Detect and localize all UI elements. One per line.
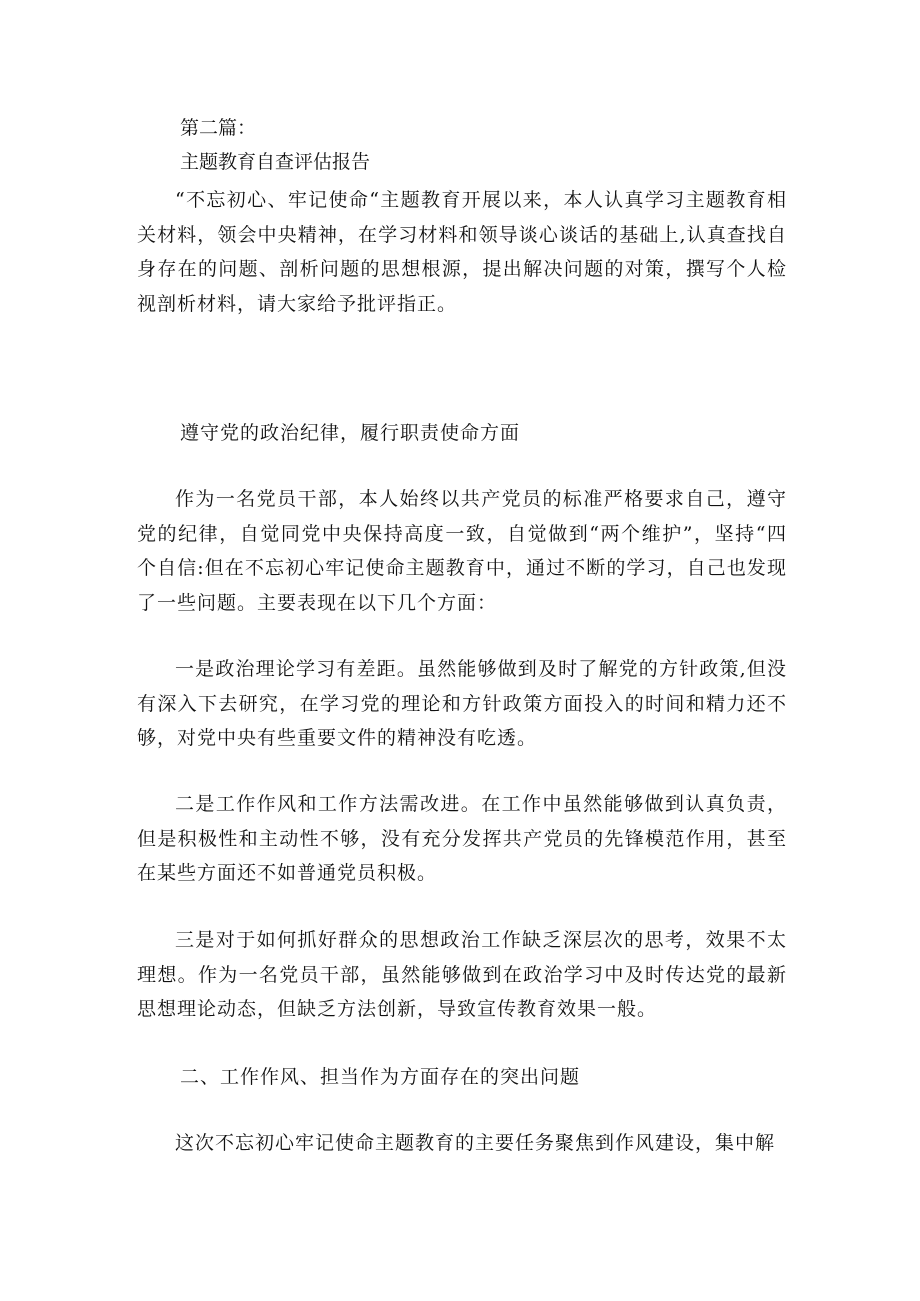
intro-paragraph: “不忘初心、牢记使命“主题教育开展以来，本人认真学习主题教育相关材料，领会中央精神，在学习材料和领导谈心谈话的基础上,认真查找自身存在的问题、剖析问题的思想根源，提出解决问题的对策，撰写个人检视剖析材料，请大家给予批评指正。 — [137, 189, 787, 315]
problem-point-3: 三是对于如何抓好群众的思想政治工作缺乏深层次的思考，效果不太理想。作为一名党员干部，虽然能够做到在政治学习中及时传达党的最新思想理论动态，但缺乏方法创新，导致宣传教育效果一般。 — [137, 929, 787, 1020]
problem-point-2: 二是工作作风和工作方法需改进。在工作中虽然能够做到认真负责，但是积极性和主动性不够，没有充分发挥共产党员的先锋模范作用，甚至在某些方面还不如普通党员积极。 — [137, 793, 787, 884]
part-label: 第二篇： — [180, 117, 257, 139]
section2-body-paragraph: 这次不忘初心牢记使命主题教育的主要任务聚焦到作风建设，集中解 — [175, 1132, 776, 1154]
problem-point-1: 一是政治理论学习有差距。虽然能够做到及时了解党的方针政策,但没有深入下去研究，在学习党的理论和方针政策方面投入的时间和精力还不够，对党中央有些重要文件的精神没有吃透。 — [137, 658, 787, 749]
section-body-paragraph: 作为一名党员干部，本人始终以共产党员的标准严格要求自己，遵守党的纪律，自觉同党中央保持高度一致，自觉做到“两个维护”，坚持“四个自信:但在不忘初心牢记使命主题教育中，通过不断的学习，自己也发现了一些问题。主要表现在以下几个方面： — [137, 488, 787, 614]
section-heading-work-style: 二、工作作风、担当作为方面存在的突出问题 — [180, 1066, 581, 1088]
section-heading-discipline: 遵守党的政治纪律，履行职责使命方面 — [180, 422, 521, 444]
document-title: 主题教育自查评估报告 — [180, 151, 371, 173]
